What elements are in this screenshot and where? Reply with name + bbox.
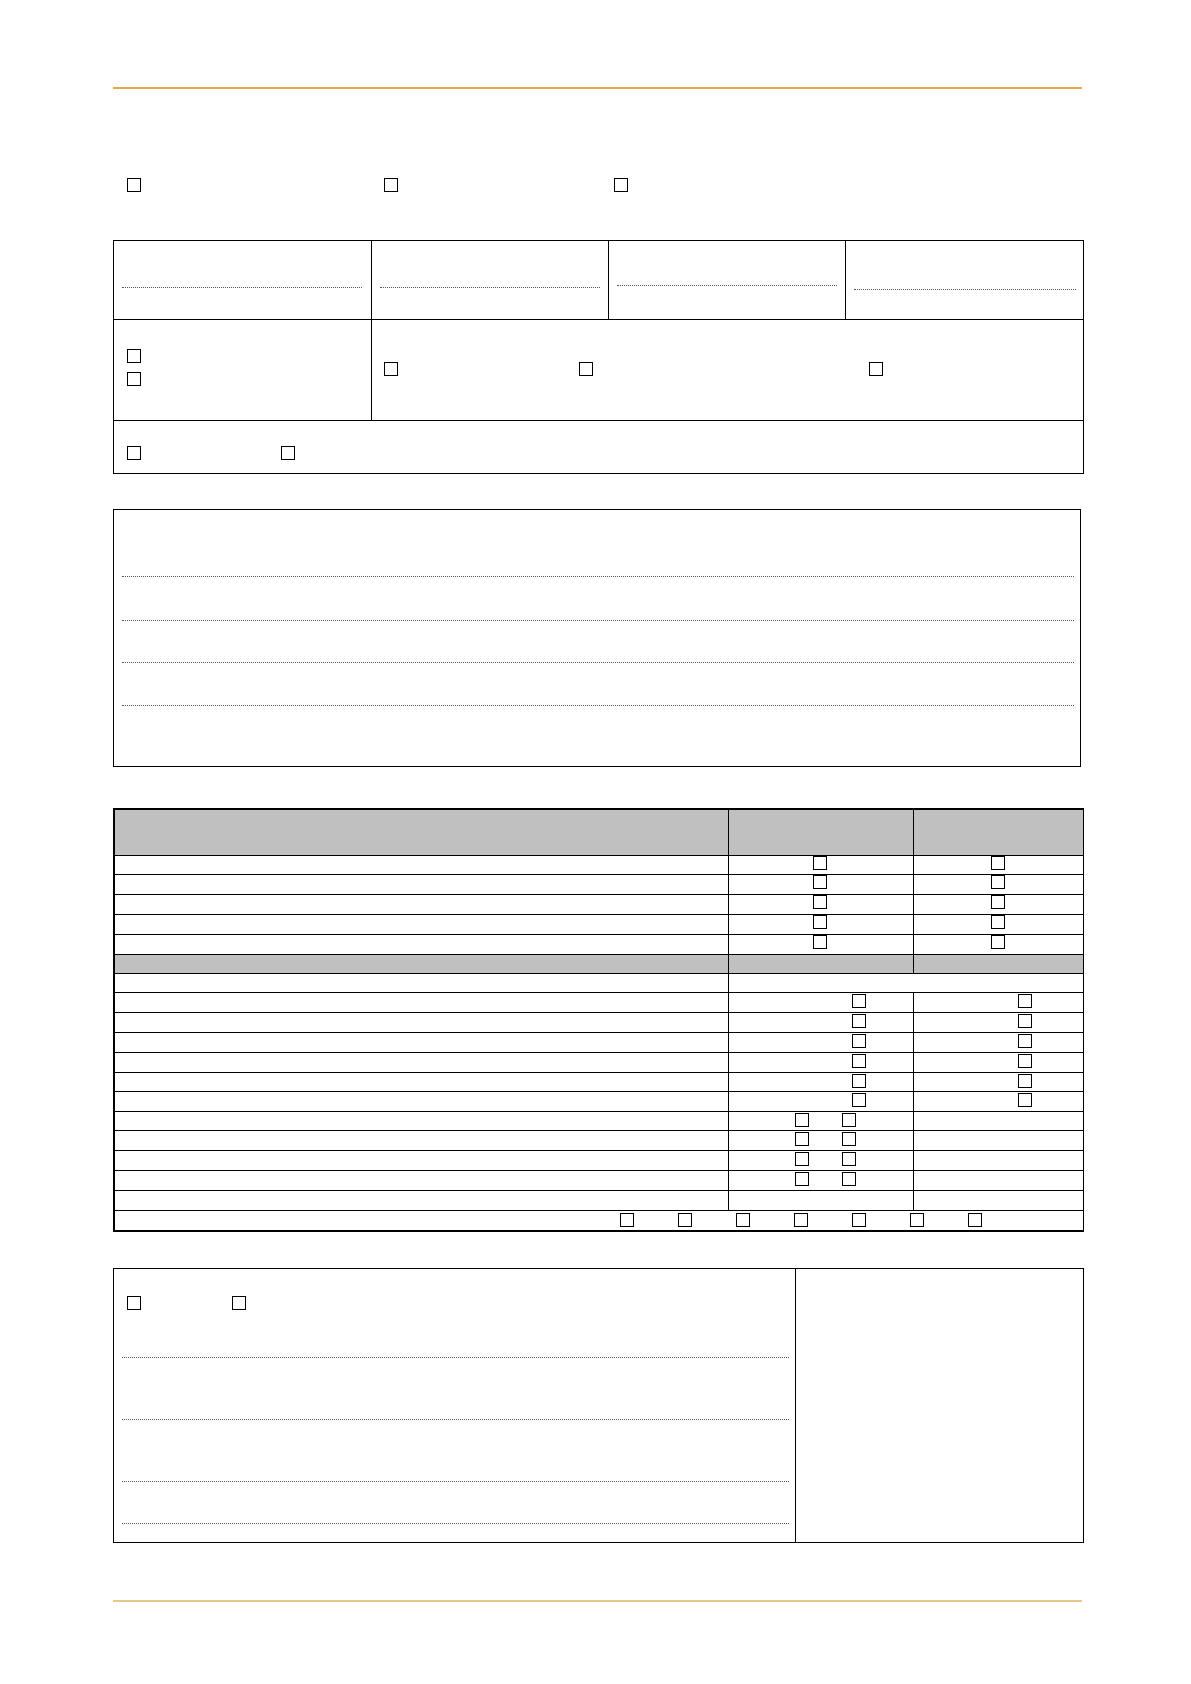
checklist-row-line — [113, 973, 1084, 974]
remarks-section — [113, 1268, 1084, 1543]
identification-bottom-checkbox-1[interactable] — [127, 446, 141, 460]
checklist-group2-row4-col1-checkbox[interactable] — [852, 1054, 866, 1068]
checklist-group2-row6-col2-checkbox[interactable] — [1018, 1093, 1032, 1107]
identification-left-checkbox-2[interactable] — [127, 372, 141, 386]
checklist-row-line — [113, 1032, 1084, 1033]
checklist-group2-row1-col1-checkbox[interactable] — [852, 994, 866, 1008]
remarks-checkbox-1[interactable] — [127, 1296, 141, 1310]
checklist-last-row-checkbox-3[interactable] — [736, 1213, 750, 1227]
identification-row-divider-1 — [113, 319, 1084, 320]
checklist-col-divider-2 — [913, 808, 914, 973]
checklist-group1-row3-col2-checkbox[interactable] — [991, 895, 1005, 909]
checklist-section-band — [113, 954, 1084, 973]
checklist-last-row-checkbox-7[interactable] — [968, 1213, 982, 1227]
checklist-header — [113, 808, 1084, 855]
checklist-group2-row4-col2-checkbox[interactable] — [1018, 1054, 1032, 1068]
identification-right-checkbox-3[interactable] — [869, 362, 883, 376]
checklist-group1-row5-col2-checkbox[interactable] — [991, 935, 1005, 949]
notes-line-4[interactable] — [122, 705, 1074, 706]
checklist-row-line — [113, 808, 1084, 810]
identification-field-3-line[interactable] — [617, 285, 837, 286]
checklist-group3-row3-option-a-checkbox[interactable] — [795, 1152, 809, 1166]
checklist-group3-row4-option-a-checkbox[interactable] — [795, 1172, 809, 1186]
remarks-line-3[interactable] — [122, 1481, 789, 1482]
footer-rule — [113, 1600, 1082, 1602]
checklist-group2-row2-col2-checkbox[interactable] — [1018, 1014, 1032, 1028]
top-option-1-checkbox[interactable] — [127, 178, 141, 192]
checklist-left-border — [113, 808, 115, 1230]
notes-line-2[interactable] — [122, 620, 1074, 621]
checklist-group3-row2-option-b-checkbox[interactable] — [842, 1132, 856, 1146]
checklist-row-line — [113, 1230, 1084, 1232]
top-option-3-checkbox[interactable] — [614, 178, 628, 192]
identification-right-checkbox-2[interactable] — [579, 362, 593, 376]
checklist-row-line — [113, 1210, 1084, 1211]
notes-section — [113, 509, 1081, 767]
checklist-row-line — [113, 1170, 1084, 1171]
checklist-row-line — [113, 874, 1084, 875]
checklist-group3-row1-option-a-checkbox[interactable] — [795, 1113, 809, 1127]
remarks-line-2[interactable] — [122, 1419, 789, 1420]
identification-left-checkbox-1[interactable] — [127, 349, 141, 363]
checklist-row-line — [113, 914, 1084, 915]
checklist-row-line — [113, 1072, 1084, 1073]
checklist-row-line — [113, 992, 1084, 993]
identification-row-divider-2 — [113, 420, 1084, 421]
checklist-group3-row4-option-b-checkbox[interactable] — [842, 1172, 856, 1186]
checklist-last-row-checkbox-5[interactable] — [852, 1213, 866, 1227]
checklist-group2-row6-col1-checkbox[interactable] — [852, 1093, 866, 1107]
remarks-col-divider — [795, 1268, 796, 1543]
identification-col-divider-1 — [371, 240, 372, 420]
remarks-line-1[interactable] — [122, 1357, 789, 1358]
identification-col-divider-2 — [608, 240, 609, 319]
identification-field-4-line[interactable] — [854, 289, 1076, 290]
checklist-row-line — [113, 1190, 1084, 1191]
identification-right-checkbox-1[interactable] — [384, 362, 398, 376]
notes-line-3[interactable] — [122, 662, 1074, 663]
remarks-line-4[interactable] — [122, 1523, 789, 1524]
checklist-group2-row2-col1-checkbox[interactable] — [852, 1014, 866, 1028]
checklist-row-line — [113, 1130, 1084, 1131]
checklist-group1-row2-col1-checkbox[interactable] — [813, 875, 827, 889]
checklist-row-line — [113, 894, 1084, 895]
checklist-row-line — [113, 1150, 1084, 1151]
header-rule — [113, 87, 1082, 89]
checklist-row-line — [113, 1052, 1084, 1053]
checklist-group1-row2-col2-checkbox[interactable] — [991, 875, 1005, 889]
identification-field-1-line[interactable] — [122, 287, 362, 288]
checklist-group2-row3-col1-checkbox[interactable] — [852, 1034, 866, 1048]
checklist-group3-row1-option-b-checkbox[interactable] — [842, 1113, 856, 1127]
checklist-group1-row1-col1-checkbox[interactable] — [813, 856, 827, 870]
checklist-row-line — [113, 954, 1084, 955]
checklist-group1-row4-col1-checkbox[interactable] — [813, 915, 827, 929]
checklist-last-row-checkbox-1[interactable] — [620, 1213, 634, 1227]
identification-field-2-line[interactable] — [380, 287, 600, 288]
checklist-group2-row5-col2-checkbox[interactable] — [1018, 1074, 1032, 1088]
notes-line-1[interactable] — [122, 576, 1074, 577]
checklist-group1-row5-col1-checkbox[interactable] — [813, 935, 827, 949]
identification-col-divider-3 — [845, 240, 846, 319]
checklist-last-row-checkbox-6[interactable] — [910, 1213, 924, 1227]
checklist-last-row-checkbox-2[interactable] — [678, 1213, 692, 1227]
checklist-group1-row1-col2-checkbox[interactable] — [991, 856, 1005, 870]
remarks-checkbox-2[interactable] — [232, 1296, 246, 1310]
checklist-group2-row1-col2-checkbox[interactable] — [1018, 994, 1032, 1008]
checklist-row-line — [113, 1111, 1084, 1112]
checklist-col-divider-2b — [913, 992, 914, 1210]
checklist-group1-row3-col1-checkbox[interactable] — [813, 895, 827, 909]
checklist-row-line — [113, 855, 1084, 856]
checklist-group2-row3-col2-checkbox[interactable] — [1018, 1034, 1032, 1048]
checklist-row-line — [113, 1012, 1084, 1013]
checklist-col-divider-1 — [728, 808, 729, 1210]
checklist-right-border — [1083, 808, 1084, 1230]
top-option-2-checkbox[interactable] — [384, 178, 398, 192]
identification-bottom-checkbox-2[interactable] — [281, 446, 295, 460]
checklist-group2-row5-col1-checkbox[interactable] — [852, 1074, 866, 1088]
checklist-last-row-checkbox-4[interactable] — [794, 1213, 808, 1227]
checklist-group3-row3-option-b-checkbox[interactable] — [842, 1152, 856, 1166]
identification-section — [113, 240, 1084, 474]
checklist-row-line — [113, 934, 1084, 935]
checklist-row-line — [113, 1091, 1084, 1092]
checklist-group3-row2-option-a-checkbox[interactable] — [795, 1132, 809, 1146]
checklist-group1-row4-col2-checkbox[interactable] — [991, 915, 1005, 929]
